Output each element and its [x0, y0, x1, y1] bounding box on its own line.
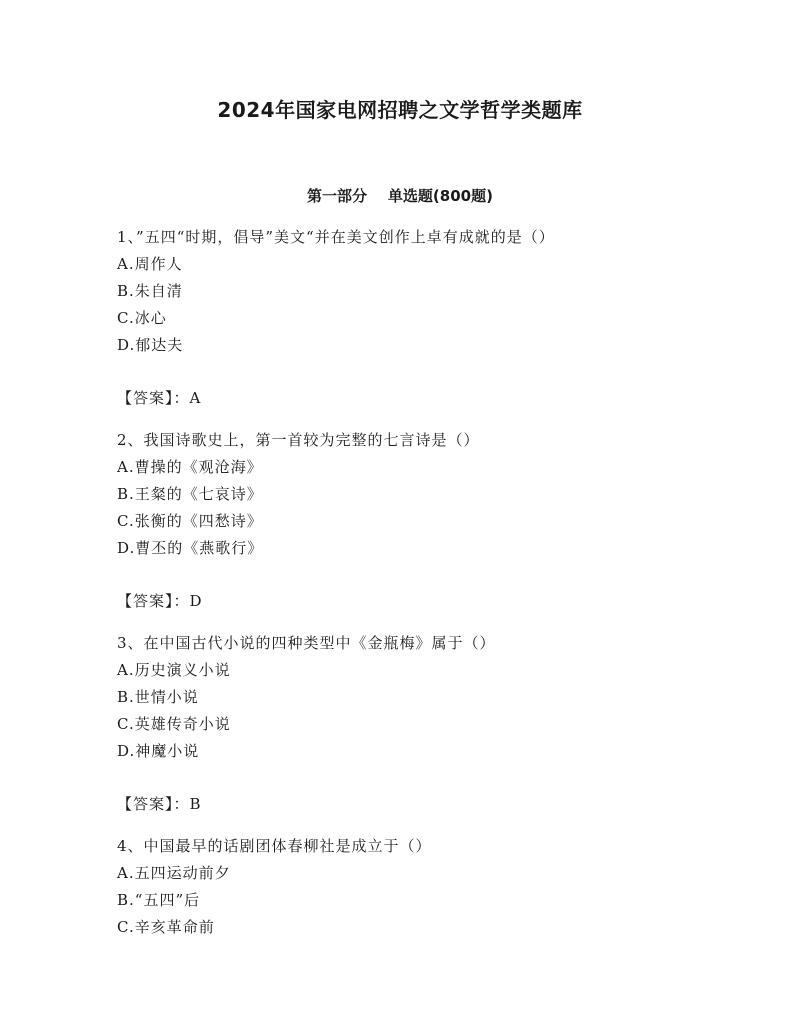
option-b: B.王粲的《七哀诗》 — [117, 485, 263, 503]
question-3 — [117, 630, 717, 818]
question-stem: 2、我国诗歌史上，第一首较为完整的七言诗是（） — [117, 431, 480, 449]
answer-label: 【答案】： — [117, 389, 190, 407]
question-2 — [117, 427, 717, 615]
option-c: C.冰心 — [117, 309, 167, 327]
section-title: 第一部分 单选题(800题) — [307, 187, 493, 205]
option-c: C.辛亥革命前 — [117, 918, 215, 936]
question-stem: 4、中国最早的话剧团体春柳社是成立于（） — [117, 837, 432, 855]
document-title: 2024年国家电网招聘之文学哲学类题库 — [217, 98, 583, 122]
option-d: D.郁达夫 — [117, 336, 184, 354]
answer-label: 【答案】： — [117, 592, 190, 610]
option-c: C.英雄传奇小说 — [117, 715, 231, 733]
answer-value: A — [189, 389, 202, 407]
answer-label: 【答案】： — [117, 795, 190, 813]
question-1 — [117, 224, 717, 412]
option-d: D.神魔小说 — [117, 742, 200, 760]
option-a: A.历史演义小说 — [117, 661, 231, 679]
option-b: B.世情小说 — [117, 688, 199, 706]
question-stem: 1、”五四“时期，倡导”美文“并在美文创作上卓有成就的是（） — [117, 228, 555, 246]
answer-line — [117, 791, 717, 818]
option-b: B.“五四”后 — [117, 891, 201, 909]
question-list — [117, 224, 717, 941]
answer-line — [117, 588, 717, 615]
option-a: A.五四运动前夕 — [117, 864, 231, 882]
option-d: D.曹丕的《燕歌行》 — [117, 539, 264, 557]
option-a: A.曹操的《观沧海》 — [117, 458, 263, 476]
answer-line — [117, 385, 717, 412]
question-4 — [117, 833, 717, 941]
option-a: A.周作人 — [117, 255, 183, 273]
answer-value: D — [189, 592, 203, 610]
answer-value: B — [189, 795, 202, 813]
question-stem: 3、在中国古代小说的四种类型中《金瓶梅》属于（） — [117, 634, 496, 652]
option-b: B.朱自清 — [117, 282, 183, 300]
option-c: C.张衡的《四愁诗》 — [117, 512, 263, 530]
